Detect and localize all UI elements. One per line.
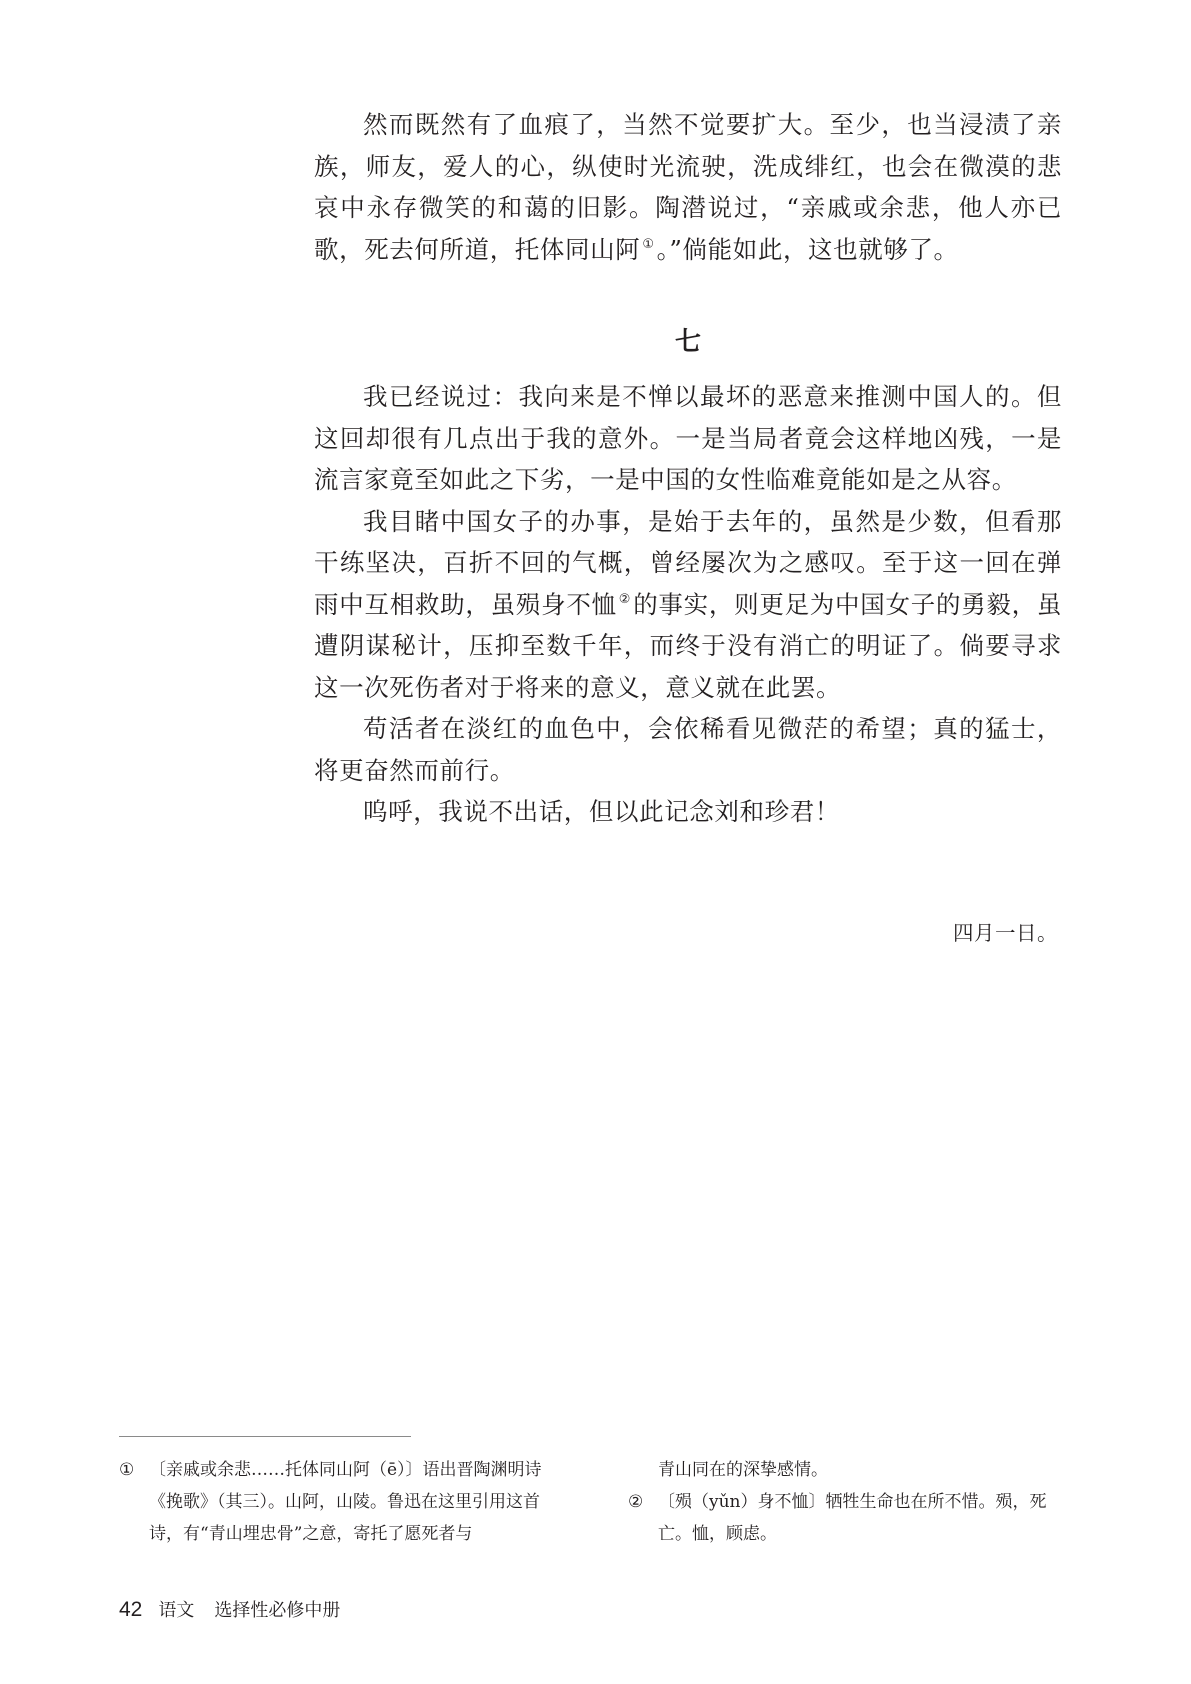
paragraph (314, 501, 1062, 709)
footnote-marker: ① (119, 1460, 135, 1480)
footnotes-left-column (119, 1454, 559, 1550)
footnote-ref-1[interactable]: ① (642, 236, 655, 252)
footnote-marker: ② (628, 1492, 644, 1512)
footnotes-right-column (628, 1454, 1062, 1550)
footnote-1-continuation: 青山同在的深挚感情。 (658, 1460, 828, 1480)
page-folio (119, 1595, 340, 1625)
paragraph-text: 我目睹中国女子的办事，是始于去年的，虽然是少数，但看那干练坚决，百折不回的气概，曾经屡次为之感叹。至于这一回在弹雨中互相救助，虽殒身不恤 (314, 506, 1062, 619)
footnote-text: 〔亲戚或余悲……托体同山阿（ē）〕语出晋陶渊明诗《挽歌》（其三）。山阿，山陵。鲁迅在这里引用这首诗，有“青山埋忠骨”之意，寄托了愿死者与 (149, 1460, 542, 1544)
paragraph: 呜呼，我说不出话，但以此记念刘和珍君！ (363, 797, 840, 826)
paragraph-text: 然而既然有了血痕了，当然不觉要扩大。至少，也当浸渍了亲族，师友，爱人的心，纵使时光流驶，洗成绯红，也会在微漠的悲哀中永存微笑的和蔼的旧影。陶潜说过，“亲戚或余悲，他人亦已歌，死去何所道，托体同山阿 (314, 110, 1062, 264)
footnote-divider (119, 1436, 411, 1437)
section-seven-body (314, 376, 1062, 833)
paragraph (314, 104, 1062, 270)
paragraph: 苟活者在淡红的血色中，会依稀看见微茫的希望；真的猛士，将更奋然而前行。 (314, 714, 1062, 785)
section-six-tail (314, 104, 1062, 270)
footnote-text: 〔殒（yǔn）身不恤〕牺牲生命也在所不惜。殒，死亡。恤，顾虑。 (658, 1492, 1047, 1544)
section-heading: 七 (674, 327, 701, 357)
footnote-ref-2[interactable]: ② (618, 591, 632, 607)
footnote-1 (119, 1454, 559, 1550)
paragraph: 我已经说过：我向来是不惮以最坏的恶意来推测中国人的。但这回却很有几点出于我的意外。一是当局者竟会这样地凶残，一是流言家竟至如此之下劣，一是中国的女性临难竟能如是之从容。 (314, 382, 1062, 494)
book-subject: 语文 (158, 1600, 195, 1621)
book-title: 选择性必修中册 (214, 1600, 341, 1621)
footnote-2 (628, 1486, 1062, 1550)
page-number: 42 (119, 1598, 143, 1621)
date-line: 四月一日。 (953, 921, 1058, 945)
paragraph-text: 的事实，则更足为中国女子的勇毅，虽遭阴谋秘计，压抑至数千年，而终于没有消亡的明证了。倘要寻求这一次死伤者对于将来的意义，意义就在此罢。 (314, 589, 1062, 702)
paragraph-text: 。”倘能如此，这也就够了。 (656, 234, 959, 264)
